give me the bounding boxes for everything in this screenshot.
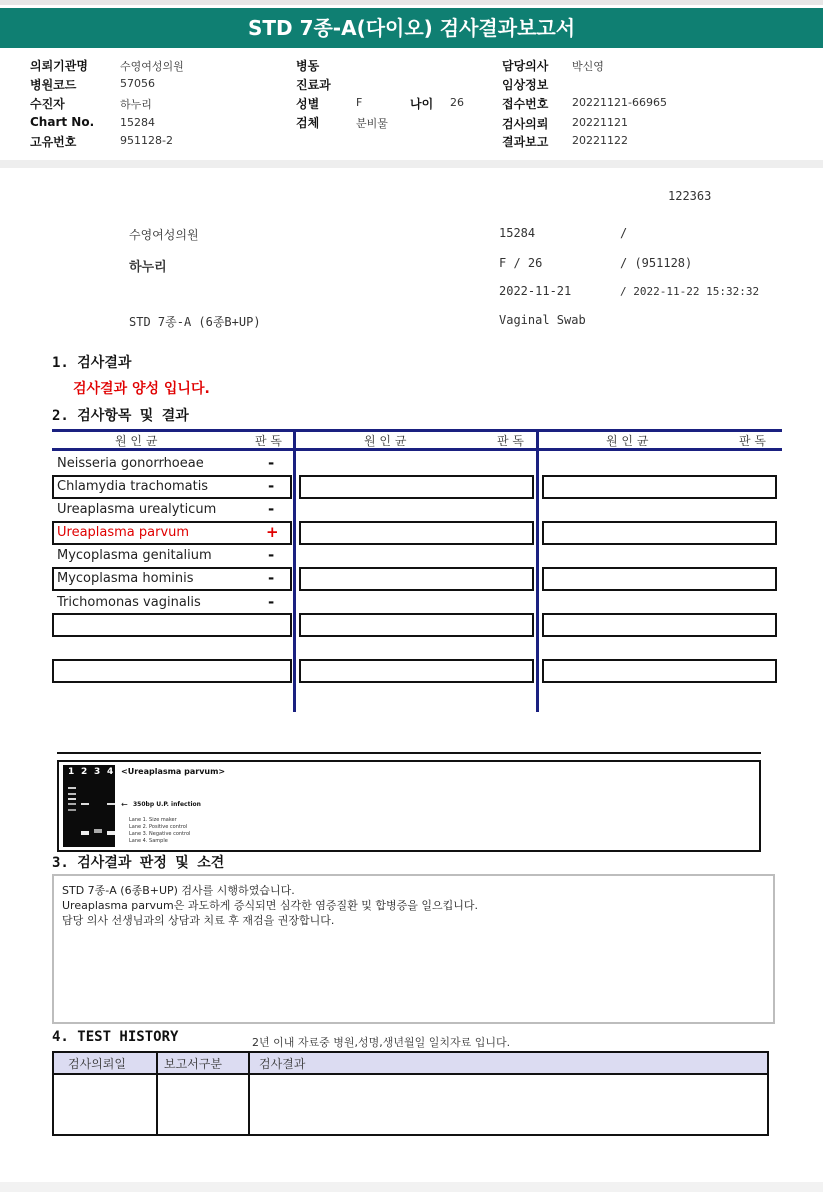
test-history-table bbox=[52, 1051, 769, 1136]
pathogen-name-positive: Ureaplasma parvum bbox=[57, 525, 190, 540]
gel-top-rule bbox=[57, 752, 761, 754]
history-header-row bbox=[54, 1053, 767, 1075]
section4-title: 4. TEST HISTORY bbox=[52, 1029, 179, 1045]
header-separator bbox=[0, 160, 823, 168]
value-test-request: 20221121 bbox=[572, 116, 628, 129]
gel-legend-item: Lane 3. Negative control bbox=[129, 831, 191, 837]
label-clinical-info: 임상정보 bbox=[502, 78, 549, 92]
column-divider-2 bbox=[536, 429, 539, 712]
empty-result-box bbox=[299, 613, 534, 637]
label-patient: 수진자 bbox=[30, 97, 65, 111]
value-chart-no: 15284 bbox=[120, 116, 155, 129]
col-pathogen-header-3: 원 인 균 bbox=[606, 434, 649, 448]
empty-result-box bbox=[542, 613, 777, 637]
col-judgement-header-2: 판 독 bbox=[497, 434, 524, 448]
history-col-report-type: 보고서구분 bbox=[164, 1057, 222, 1071]
pathogen-name: Mycoplasma genitalium bbox=[57, 548, 212, 563]
label-receipt-no: 접수번호 bbox=[502, 97, 549, 111]
label-chart-no: Chart No. bbox=[30, 115, 95, 129]
info-specimen: Vaginal Swab bbox=[499, 313, 586, 327]
value-unique-no: 951128-2 bbox=[120, 134, 173, 147]
result-row-box bbox=[52, 659, 292, 683]
empty-result-box bbox=[299, 567, 534, 591]
col-pathogen-header-1: 원 인 균 bbox=[115, 434, 158, 448]
report-title: STD 7종-A(다이오) 검사결과보고서 bbox=[0, 8, 823, 48]
info-test-name: STD 7종-A (6종B+UP) bbox=[129, 315, 261, 329]
pathogen-result: - bbox=[268, 500, 275, 518]
report-code: 122363 bbox=[668, 189, 712, 203]
section3-title: 3. 검사결과 판정 및 소견 bbox=[52, 855, 225, 871]
info-sex-age: F / 26 bbox=[499, 256, 543, 270]
label-requesting-org: 의뢰기관명 bbox=[30, 59, 88, 73]
pathogen-result: - bbox=[268, 593, 275, 611]
opinion-line: 담당 의사 선생님과의 상담과 치료 후 재검을 권장합니다. bbox=[62, 914, 335, 927]
table-header-rule bbox=[52, 448, 782, 451]
info-patient: 하누리 bbox=[129, 260, 167, 275]
history-col-divider bbox=[156, 1053, 158, 1134]
value-result-report: 20221122 bbox=[572, 134, 628, 147]
value-doctor: 박신영 bbox=[572, 60, 604, 73]
label-hospital-code: 병원코드 bbox=[30, 78, 77, 92]
info-report-datetime: / 2022-11-22 15:32:32 bbox=[620, 285, 760, 298]
empty-result-box bbox=[299, 659, 534, 683]
value-specimen: 분비물 bbox=[356, 117, 388, 130]
empty-result-box bbox=[542, 659, 777, 683]
info-request-date: 2022-11-21 bbox=[499, 284, 572, 298]
empty-result-box bbox=[299, 521, 534, 545]
value-sex: F bbox=[356, 96, 363, 109]
empty-result-box bbox=[299, 475, 534, 499]
section2-title: 2. 검사항목 및 결과 bbox=[52, 408, 189, 424]
value-age: 26 bbox=[450, 96, 464, 109]
label-specimen: 검체 bbox=[296, 116, 320, 130]
label-result-report: 결과보고 bbox=[502, 135, 549, 149]
section1-title: 1. 검사결과 bbox=[52, 355, 132, 371]
col-pathogen-header-2: 원 인 균 bbox=[364, 434, 407, 448]
opinion-line: Ureaplasma parvum은 과도하게 증식되면 심각한 염증질환 및 합병증을 일으킵니다. bbox=[62, 899, 478, 912]
pathogen-name: Mycoplasma hominis bbox=[57, 571, 194, 586]
label-ward: 병동 bbox=[296, 59, 320, 73]
col-judgement-header-1: 판 독 bbox=[255, 434, 282, 448]
history-col-request-date: 검사의뢰일 bbox=[68, 1057, 126, 1071]
gel-image: 1 2 3 4 bbox=[63, 765, 115, 847]
empty-result-box bbox=[542, 567, 777, 591]
label-sex: 성별 bbox=[296, 97, 320, 111]
opinion-line: STD 7종-A (6종B+UP) 검사를 시행하였습니다. bbox=[62, 884, 295, 897]
label-doctor: 담당의사 bbox=[502, 59, 549, 73]
info-hospital: 수영여성의원 bbox=[129, 228, 199, 242]
pathogen-result-positive: + bbox=[266, 523, 279, 541]
info-slash: / bbox=[620, 226, 628, 240]
gel-legend-item: Lane 4. Sample bbox=[129, 838, 168, 844]
table-top-rule bbox=[52, 429, 782, 432]
value-hospital-code: 57056 bbox=[120, 77, 155, 90]
opinion-box bbox=[52, 874, 775, 1024]
info-chart: 15284 bbox=[499, 226, 536, 240]
pathogen-result: - bbox=[268, 569, 275, 587]
pathogen-result: - bbox=[268, 477, 275, 495]
gel-electrophoresis-panel bbox=[57, 760, 761, 852]
gel-legend-item: Lane 2. Positive control bbox=[129, 824, 188, 830]
top-border bbox=[0, 0, 823, 5]
empty-result-box bbox=[542, 521, 777, 545]
value-receipt-no: 20221121-66965 bbox=[572, 96, 667, 109]
info-birth: / (951128) bbox=[620, 256, 693, 270]
pathogen-result: - bbox=[268, 546, 275, 564]
value-patient: 하누리 bbox=[120, 98, 152, 111]
label-department: 진료과 bbox=[296, 78, 331, 92]
empty-result-box bbox=[542, 475, 777, 499]
history-col-divider bbox=[248, 1053, 250, 1134]
gel-title: <Ureaplasma parvum> bbox=[121, 767, 226, 776]
col-judgement-header-3: 판 독 bbox=[739, 434, 766, 448]
pathogen-result: - bbox=[268, 454, 275, 472]
column-divider-1 bbox=[293, 429, 296, 712]
label-test-request: 검사의뢰 bbox=[502, 117, 549, 131]
value-requesting-org: 수영여성의원 bbox=[120, 60, 184, 73]
positive-result: 검사결과 양성 입니다. bbox=[73, 381, 210, 397]
pathogen-name: Ureaplasma urealyticum bbox=[57, 502, 217, 517]
label-unique-no: 고유번호 bbox=[30, 135, 77, 149]
gel-arrow: ← bbox=[121, 800, 128, 809]
pathogen-name: Chlamydia trachomatis bbox=[57, 479, 209, 494]
gel-band-label: 350bp U.P. infection bbox=[133, 801, 201, 808]
result-row-box bbox=[52, 613, 292, 637]
label-age: 나이 bbox=[410, 97, 434, 111]
pathogen-name: Neisseria gonorrhoeae bbox=[57, 456, 204, 471]
history-note: 2년 이내 자료중 병원,성명,생년월일 일치자료 입니다. bbox=[252, 1036, 511, 1049]
gel-legend-item: Lane 1. Size maker bbox=[129, 817, 177, 823]
history-col-result: 검사결과 bbox=[259, 1057, 306, 1071]
pathogen-name: Trichomonas vaginalis bbox=[57, 595, 201, 610]
